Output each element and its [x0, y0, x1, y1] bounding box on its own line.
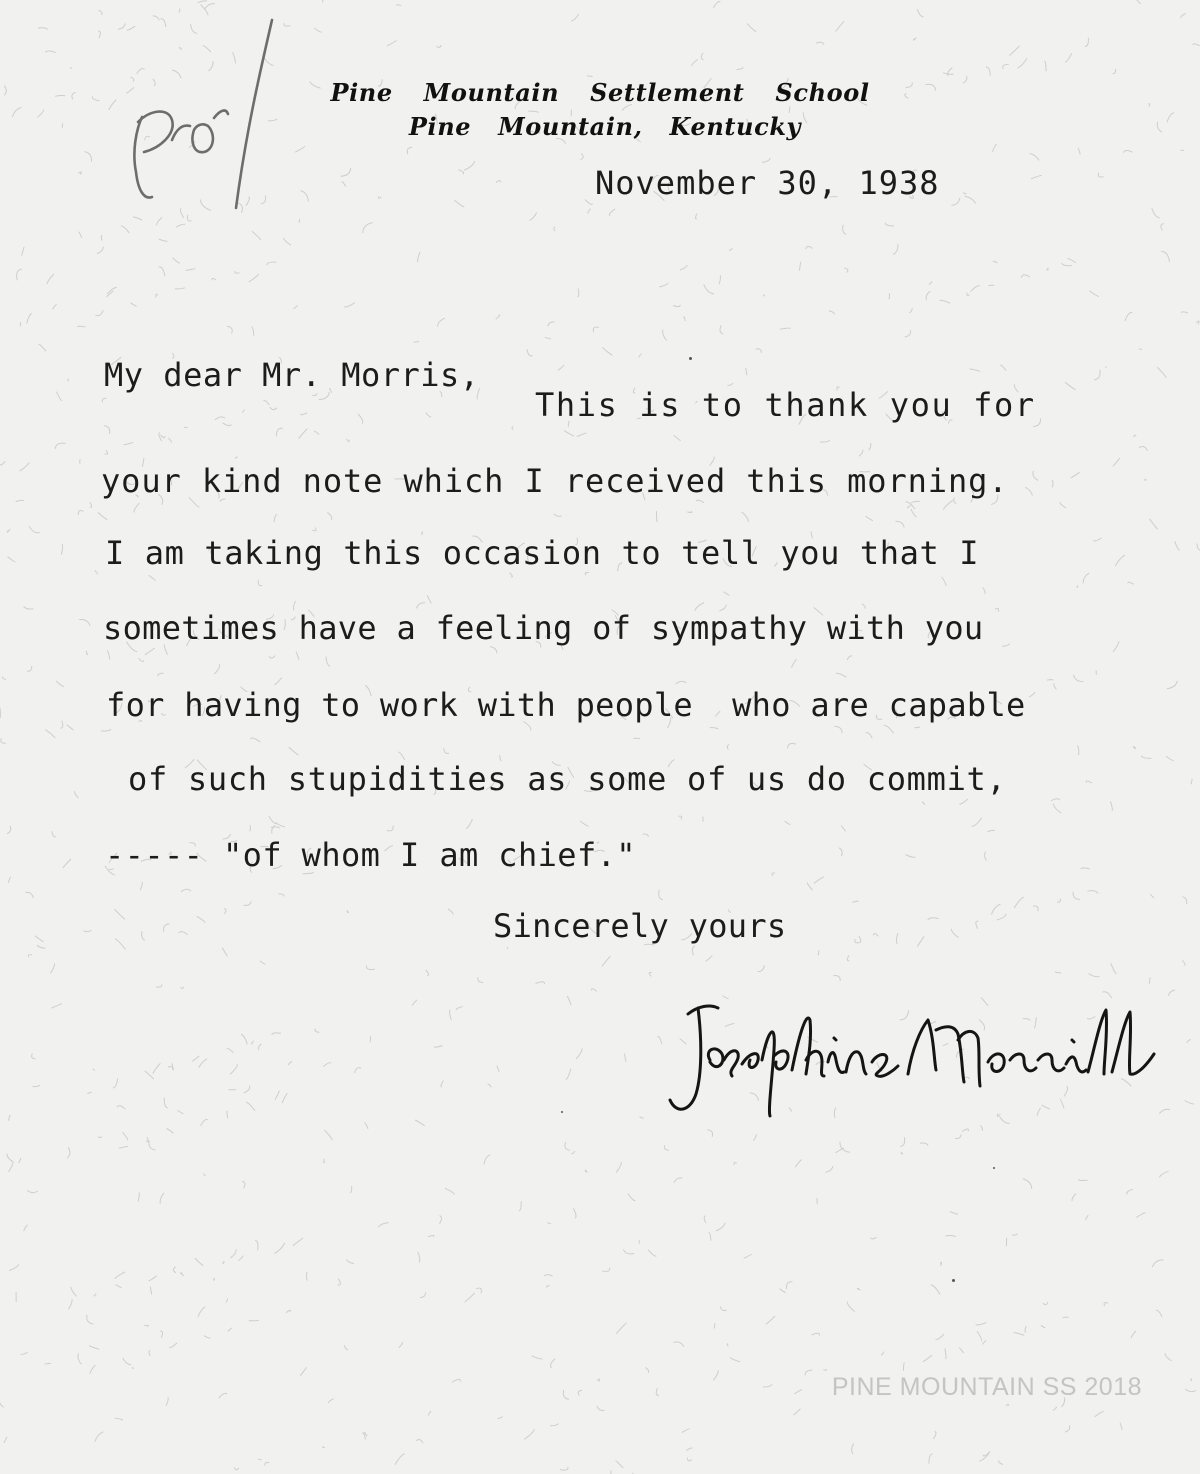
closing: Sincerely yours	[493, 907, 787, 945]
handwritten-signature	[658, 990, 1168, 1120]
body-line: I am taking this occasion to tell you that I	[105, 534, 980, 572]
salutation: My dear Mr. Morris,	[104, 356, 480, 394]
body-line: your kind note which I received this morning.	[101, 462, 1009, 500]
ink-speck	[561, 1111, 563, 1113]
archive-watermark: PINE MOUNTAIN SS 2018	[831, 1373, 1142, 1401]
body-line: sometimes have a feeling of sympathy with you	[103, 609, 984, 647]
letterhead-location: Pine Mountain, Kentucky	[408, 112, 802, 141]
letterhead	[250, 76, 950, 144]
letterhead-school-name: Pine Mountain Settlement School	[330, 78, 870, 107]
ink-speck	[689, 357, 692, 360]
ink-speck	[993, 1167, 995, 1169]
body-line: of such stupidities as some of us do commit,	[128, 760, 1007, 798]
body-line: This is to thank you for	[535, 386, 1036, 424]
ink-speck	[952, 1279, 955, 1282]
letter-date: November 30, 1938	[595, 164, 940, 202]
body-line: for having to work with people who are capable	[106, 686, 1026, 724]
body-line: ----- "of whom I am chief."	[105, 836, 636, 874]
